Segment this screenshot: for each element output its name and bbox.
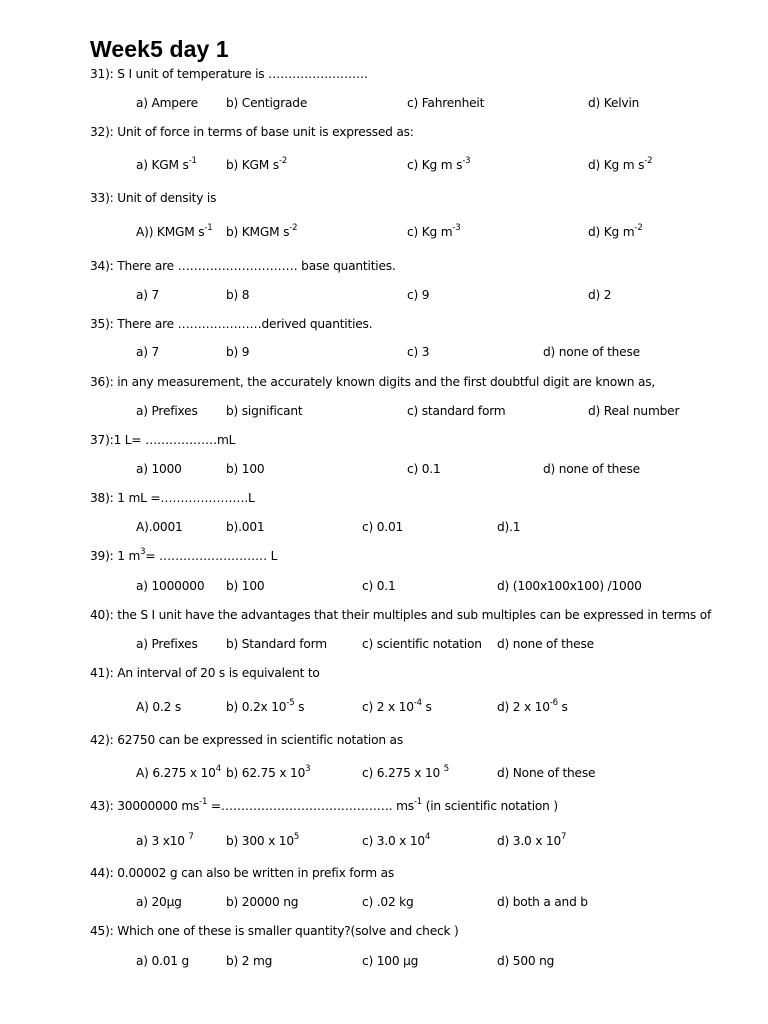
answer-option: [136, 462, 182, 476]
option-superscript: 7: [188, 831, 194, 842]
answer-option: [407, 345, 429, 359]
option-superscript: 4: [215, 763, 221, 774]
option-label: b) 8: [226, 288, 250, 302]
answer-option: [588, 288, 611, 302]
answer-option: [226, 155, 288, 172]
option-label: b) Standard form: [226, 637, 327, 651]
question-text: [90, 433, 235, 447]
option-label: a) KGM s: [136, 158, 189, 172]
question-text-main: 40): the S I unit have the advantages that their multiples and sub multiples can be expressed in terms of: [90, 608, 712, 622]
option-label: c) scientific notation: [362, 637, 482, 651]
answer-option: [497, 579, 642, 593]
option-label: d) Kg m: [588, 225, 635, 239]
answer-option: [407, 462, 441, 476]
answer-option: [136, 895, 182, 909]
option-label: d) 3.0 x 10: [497, 834, 562, 848]
option-label: b) 2 mg: [226, 954, 273, 968]
answer-option: [226, 96, 307, 110]
option-label: d) 2: [588, 288, 612, 302]
question-text-main: 43): 30000000 ms: [90, 799, 200, 813]
answer-option: [407, 404, 505, 418]
answer-option: [497, 697, 568, 714]
option-label: c) Kg m s: [407, 158, 463, 172]
option-label: a) 1000000: [136, 579, 205, 593]
option-label: b) 62.75 x 10: [226, 766, 306, 780]
answer-option: [362, 697, 432, 714]
answer-option: [136, 831, 194, 848]
answer-option: [226, 637, 327, 651]
answer-option: [136, 637, 198, 651]
option-label: d).1: [497, 520, 521, 534]
option-label: d) Kg m s: [588, 158, 645, 172]
answer-option: [407, 222, 461, 239]
option-label: b) 300 x 10: [226, 834, 294, 848]
answer-option: [226, 895, 298, 909]
question-text: [90, 666, 320, 680]
option-label: b) KMGM s: [226, 225, 290, 239]
question-text-main: 31): S I unit of temperature is …………………….: [90, 67, 368, 81]
option-label: A) 6.275 x 10: [136, 766, 216, 780]
option-superscript: -6: [549, 697, 558, 708]
answer-option: [362, 579, 396, 593]
option-label: a) 20µg: [136, 895, 182, 909]
option-superscript: -3: [452, 222, 461, 233]
option-label: a) Prefixes: [136, 404, 198, 418]
answer-option: [362, 954, 418, 968]
answer-option: [497, 766, 595, 780]
option-superscript: -4: [413, 697, 422, 708]
option-label: c) 3.0 x 10: [362, 834, 425, 848]
answer-option: [136, 155, 197, 172]
question-superscript: -1: [199, 796, 208, 807]
option-label: A)) KMGM s: [136, 225, 205, 239]
option-label: a) 0.01 g: [136, 954, 190, 968]
answer-option: [226, 345, 249, 359]
question-text-cont: =……………………………………. ms: [207, 799, 414, 813]
question-text-cont: = ……………………… L: [145, 549, 278, 563]
answer-option: [226, 579, 264, 593]
question-text: [90, 191, 216, 205]
option-label: d) 2 x 10: [497, 700, 550, 714]
answer-option: [226, 404, 303, 418]
option-label: c) 0.1: [407, 462, 441, 476]
option-label: d) none of these: [543, 345, 640, 359]
answer-option: [136, 96, 198, 110]
question-text: [90, 317, 372, 331]
option-superscript: -1: [188, 155, 197, 166]
question-text-cont: (in scientific notation ): [422, 799, 558, 813]
answer-option: [362, 637, 482, 651]
answer-option: [407, 155, 471, 172]
option-label: c) 9: [407, 288, 430, 302]
answer-option: [226, 831, 300, 848]
answer-option: [226, 697, 305, 714]
answer-option: [497, 954, 554, 968]
answer-option: [136, 345, 159, 359]
option-label: c) 0.01: [362, 520, 404, 534]
option-label: A).0001: [136, 520, 183, 534]
option-label: a) Ampere: [136, 96, 198, 110]
question-text-main: 37):1 L= ………………mL: [90, 433, 236, 447]
option-label: b) 9: [226, 345, 250, 359]
option-superscript: -1: [204, 222, 213, 233]
question-text-main: 45): Which one of these is smaller quantity?(solve and check ): [90, 924, 459, 938]
answer-option: [136, 579, 204, 593]
option-label: c) 0.1: [362, 579, 396, 593]
question-text-main: 33): Unit of density is: [90, 191, 217, 205]
question-text-main: 42): 62750 can be expressed in scientific notation as: [90, 733, 403, 747]
option-label: b) 20000 ng: [226, 895, 299, 909]
answer-option: [136, 520, 183, 534]
option-superscript: 7: [561, 831, 567, 842]
answer-option: [136, 700, 181, 714]
answer-option: [136, 404, 198, 418]
answer-option: [136, 222, 213, 239]
answer-option: [543, 462, 640, 476]
question-superscript: 3: [140, 546, 146, 557]
option-superscript: 5: [293, 831, 300, 842]
question-text: [90, 375, 655, 389]
answer-option: [226, 222, 298, 239]
option-unit: s: [557, 700, 568, 714]
answer-option: [226, 462, 264, 476]
answer-option: [497, 520, 520, 534]
answer-option: [497, 831, 567, 848]
option-unit: s: [421, 700, 432, 714]
answer-option: [136, 288, 159, 302]
option-superscript: -2: [278, 155, 288, 166]
option-label: b) significant: [226, 404, 303, 418]
question-text-main: 36): in any measurement, the accurately known digits and the first doubtful digit are known as,: [90, 375, 656, 389]
option-label: a) 7: [136, 288, 160, 302]
option-superscript: 4: [424, 831, 431, 842]
option-superscript: -3: [462, 155, 471, 166]
option-label: b) KGM s: [226, 158, 279, 172]
answer-option: [136, 954, 189, 968]
option-label: d) Real number: [588, 404, 680, 418]
option-label: d) Kelvin: [588, 96, 640, 110]
question-text-main: 34): There are ………………………… base quantities.: [90, 259, 396, 273]
option-label: a) 3 x10: [136, 834, 189, 848]
option-label: b).001: [226, 520, 265, 534]
option-superscript: -2: [644, 155, 653, 166]
option-unit: s: [294, 700, 305, 714]
answer-option: [497, 637, 594, 651]
answer-option: [588, 96, 639, 110]
question-text-main: 32): Unit of force in terms of base unit is expressed as:: [90, 125, 414, 139]
option-label: A) 0.2 s: [136, 700, 181, 714]
option-label: b) 0.2x 10: [226, 700, 287, 714]
answer-option: [543, 345, 640, 359]
option-label: c) Kg m: [407, 225, 453, 239]
answer-option: [226, 288, 249, 302]
option-label: d) None of these: [497, 766, 596, 780]
answer-option: [407, 96, 484, 110]
answer-option: [407, 288, 429, 302]
answer-option: [362, 520, 403, 534]
question-text: [90, 546, 278, 563]
question-superscript: -1: [413, 796, 423, 807]
question-text: [90, 924, 459, 938]
answer-option: [226, 520, 264, 534]
page-title: Week5 day 1: [90, 36, 229, 62]
question-text: [90, 733, 403, 747]
option-label: c) 100 µg: [362, 954, 419, 968]
option-label: a) 7: [136, 345, 160, 359]
answer-option: [588, 404, 679, 418]
option-label: d) none of these: [543, 462, 640, 476]
answer-option: [588, 222, 643, 239]
option-superscript: -2: [289, 222, 298, 233]
option-label: c) Fahrenheit: [407, 96, 485, 110]
answer-option: [362, 831, 431, 848]
option-label: b) Centigrade: [226, 96, 308, 110]
option-label: d) (100x100x100) /1000: [497, 579, 642, 593]
option-label: c) 3: [407, 345, 430, 359]
question-text-main: 39): 1 m: [90, 549, 141, 563]
answer-option: [226, 763, 311, 780]
option-label: d) both a and b: [497, 895, 588, 909]
question-text-main: 38): 1 mL =………………….L: [90, 491, 255, 505]
question-text-main: 41): An interval of 20 s is equivalent to: [90, 666, 320, 680]
answer-option: [136, 763, 221, 780]
question-text: [90, 608, 711, 622]
option-superscript: -2: [634, 222, 643, 233]
question-text: [90, 259, 396, 273]
option-label: c) standard form: [407, 404, 506, 418]
question-text: [90, 125, 414, 139]
question-text: [90, 866, 394, 880]
option-label: a) 1000: [136, 462, 182, 476]
option-superscript: -5: [286, 697, 295, 708]
option-label: b) 100: [226, 579, 265, 593]
answer-option: [588, 155, 653, 172]
question-text: [90, 491, 255, 505]
option-label: d) 500 ng: [497, 954, 555, 968]
option-label: a) Prefixes: [136, 637, 198, 651]
option-label: c) .02 kg: [362, 895, 414, 909]
question-text-main: 35): There are …………………derived quantities.: [90, 317, 373, 331]
question-text: [90, 67, 368, 81]
answer-option: [226, 954, 272, 968]
option-superscript: 3: [305, 763, 311, 774]
option-label: b) 100: [226, 462, 265, 476]
option-superscript: 5: [443, 763, 449, 774]
question-text: [90, 796, 558, 813]
option-label: d) none of these: [497, 637, 594, 651]
option-label: c) 2 x 10: [362, 700, 414, 714]
answer-option: [362, 763, 449, 780]
answer-option: [362, 895, 414, 909]
question-text-main: 44): 0.00002 g can also be written in prefix form as: [90, 866, 394, 880]
answer-option: [497, 895, 588, 909]
option-label: c) 6.275 x 10: [362, 766, 444, 780]
